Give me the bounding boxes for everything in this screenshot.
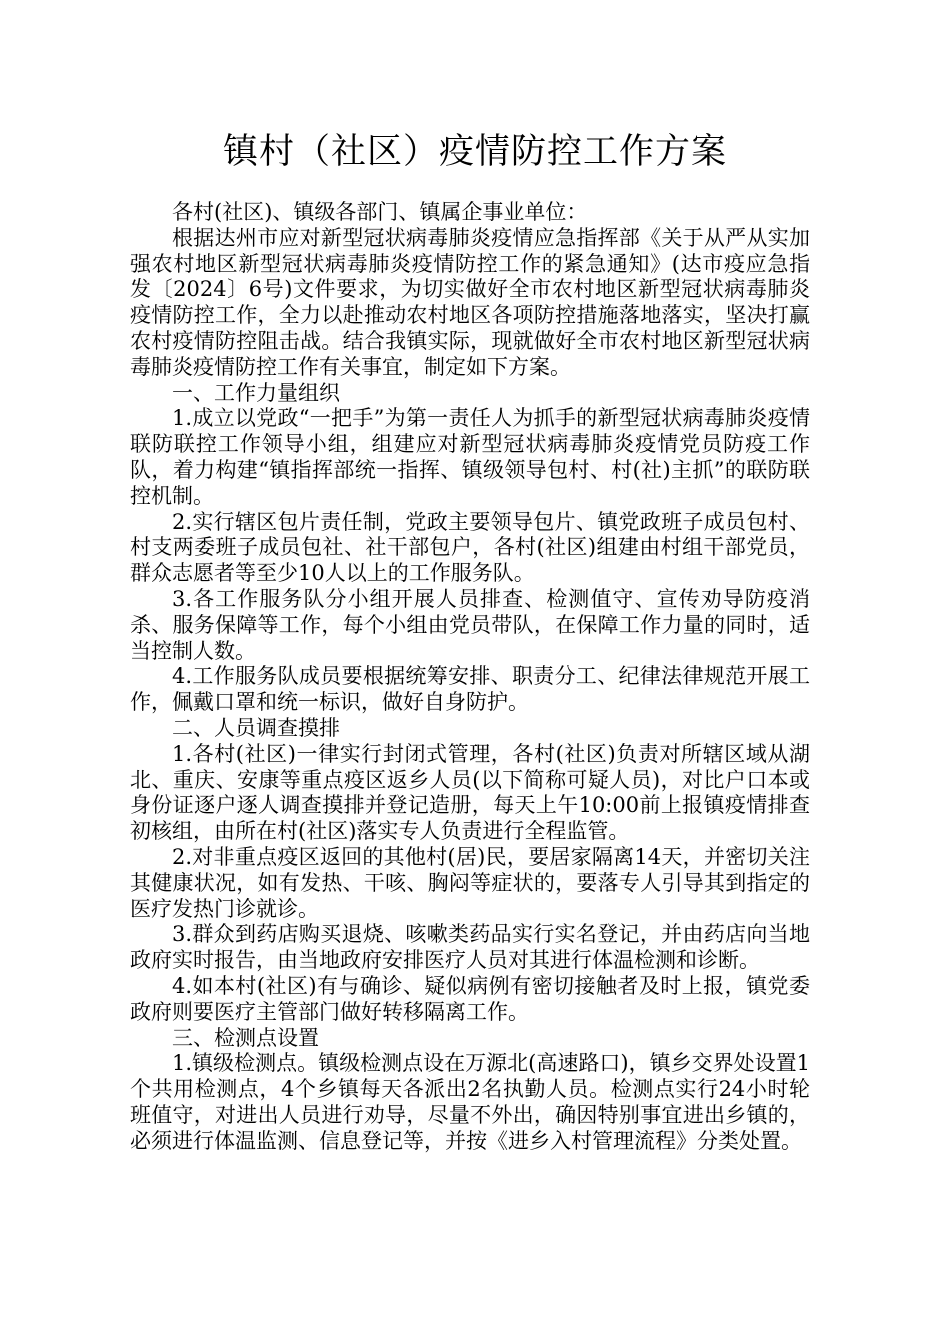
body-paragraph: 1.镇级检测点。镇级检测点设在万源北(高速路口)，镇乡交界处设置1个共用检测点，4个乡镇每天各派出2名执勤人员。检测点实行24小时轮班值守，对进出人员进行劝导，尽量不外出，确因特别事宜进出乡镇的，必须进行体温监测、信息登记等，并按《进乡入村管理流程》分类处置。 bbox=[130, 1051, 810, 1153]
body-paragraph: 1.成立以党政“一把手”为第一责任人为抓手的新型冠状病毒肺炎疫情联防联控工作领导小组，组建应对新型冠状病毒肺炎疫情党员防疫工作队，着力构建“镇指挥部统一指挥、镇级领导包村、村(社)主抓”的联防联控机制。 bbox=[130, 406, 810, 508]
body-paragraph: 3.各工作服务队分小组开展人员排查、检测值守、宣传劝导防疫消杀、服务保障等工作，每个小组由党员带队，在保障工作力量的同时，适当控制人数。 bbox=[130, 586, 810, 663]
salutation-paragraph: 各村(社区)、镇级各部门、镇属企事业单位： bbox=[172, 200, 588, 224]
body-paragraph: 4.工作服务队成员要根据统筹安排、职责分工、纪律法律规范开展工作，佩戴口罩和统一标识，做好自身防护。 bbox=[130, 664, 810, 715]
document-title: 镇村（社区）疫情防控工作方案 bbox=[222, 132, 727, 172]
body-paragraph: 2.实行辖区包片责任制，党政主要领导包片、镇党政班子成员包村、村支两委班子成员包社、社干部包户，各村(社区)组建由村组干部党员，群众志愿者等至少10人以上的工作服务队。 bbox=[130, 509, 810, 586]
body-paragraph: 2.对非重点疫区返回的其他村(居)民，要居家隔离14天，并密切关注其健康状况，如有发热、干咳、胸闷等症状的，要落专人引导其到指定的医疗发热门诊就诊。 bbox=[130, 844, 810, 921]
section-heading-3: 三、检测点设置 bbox=[172, 1025, 319, 1050]
body-paragraph: 3.群众到药店购买退烧、咳嗽类药品实行实名登记，并由药店向当地政府实时报告，由当地政府安排医疗人员对其进行体温检测和诊断。 bbox=[130, 922, 810, 973]
document-body bbox=[130, 200, 810, 1154]
body-paragraph: 4.如本村(社区)有与确诊、疑似病例有密切接触者及时上报，镇党委政府则要医疗主管部门做好转移隔离工作。 bbox=[130, 973, 810, 1024]
intro-paragraph: 根据达州市应对新型冠状病毒肺炎疫情应急指挥部《关于从严从实加强农村地区新型冠状病毒肺炎疫情防控工作的紧急通知》(达市疫应急指发〔2024〕6号)文件要求，为切实做好全市农村地区新型冠状病毒肺炎疫情防控工作，全力以赴推动农村地区各项防控措施落地落实，坚决打赢农村疫情防控阻击战。结合我镇实际，现就做好全市农村地区新型冠状病毒肺炎疫情防控工作有关事宜，制定如下方案。 bbox=[130, 225, 810, 379]
body-paragraph: 1.各村(社区)一律实行封闭式管理，各村(社区)负责对所辖区域从湖北、重庆、安康等重点疫区返乡人员(以下简称可疑人员)，对比户口本或身份证逐户逐人调查摸排并登记造册，每天上午10:00前上报镇疫情排查初核组，由所在村(社区)落实专人负责进行全程监管。 bbox=[130, 741, 810, 844]
section-heading-2: 二、人员调查摸排 bbox=[172, 715, 340, 740]
section-heading-1: 一、工作力量组织 bbox=[172, 380, 340, 405]
